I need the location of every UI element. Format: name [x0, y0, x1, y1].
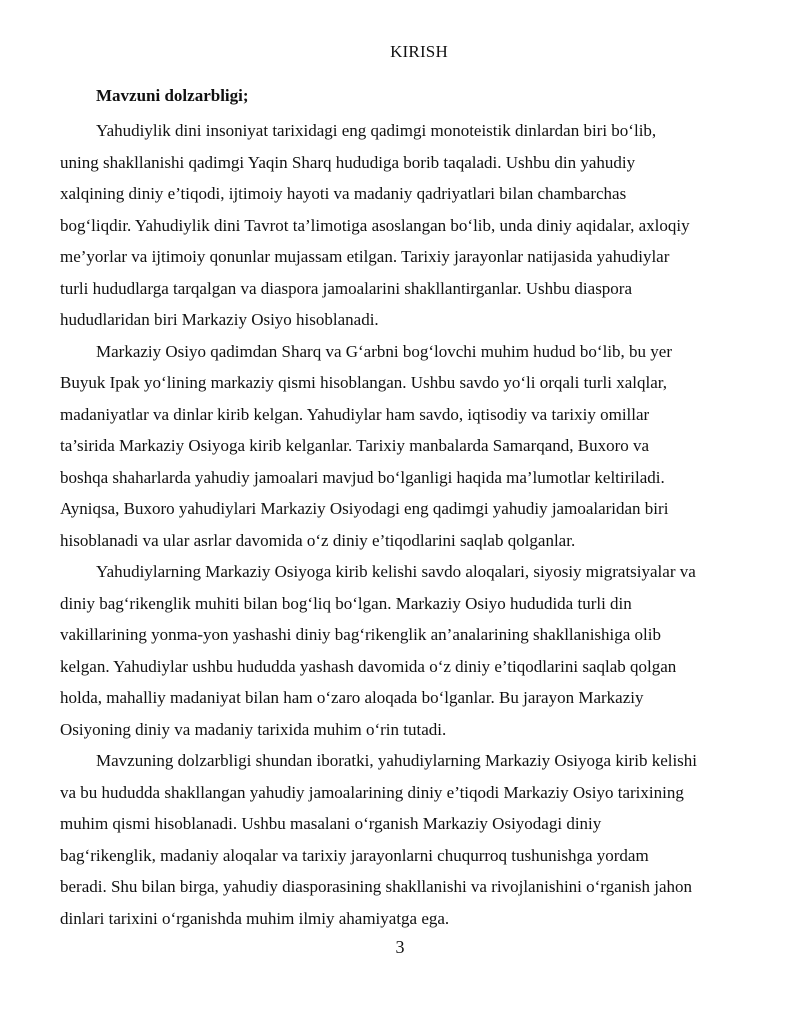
text-line: Mavzuning dolzarbligi shundan iboratki, yahudiylarning Markaziy Osiyoga kirib kelishi [96, 751, 698, 770]
text-line: madaniyatlar va dinlar kirib kelgan. Yahudiylar ham savdo, iqtisodiy va tarixiy omillar [60, 404, 650, 424]
text-line: turli hududlarga tarqalgan va diaspora jamoalarini shakllantirganlar. Ushbu diaspora [60, 278, 633, 298]
text-line: holda, mahalliy madaniyat bilan ham o‘zaro aloqada bo‘lganlar. Bu jarayon Markaziy [60, 688, 644, 707]
text-line: Markaziy Osiyo qadimdan Sharq va G‘arbni bog‘lovchi muhim hudud bo‘lib, bu yer [96, 341, 672, 361]
body-text [60, 115, 750, 934]
text-line: uning shakllanishi qadimgi Yaqin Sharq hududiga borib taqaladi. Ushbu din yahudiy [60, 152, 636, 172]
text-line: muhim qismi hisoblanadi. Ushbu masalani o‘rganish Markaziy Osiyodagi diniy [60, 814, 602, 833]
page-title: KIRISH [390, 42, 448, 61]
text-line: dinlari tarixini o‘rganishda muhim ilmiy ahamiyatga ega. [60, 908, 450, 928]
text-line: beradi. Shu bilan birga, yahudiy diasporasining shakllanishi va rivojlanishini o‘rganish jahon [60, 877, 693, 896]
text-line: Yahudiylarning Markaziy Osiyoga kirib kelishi savdo aloqalari, siyosiy migratsiyalar va [96, 562, 696, 581]
text-line: bog‘liqdir. Yahudiylik dini Tavrot ta’limotiga asoslangan bo‘lib, unda diniy aqidalar, axloqiy [60, 215, 690, 235]
text-line: va bu hududda shakllangan yahudiy jamoalarining diniy e’tiqodi Markaziy Osiyo tarixining [60, 782, 684, 802]
text-line: boshqa shaharlarda yahudiy jamoalari mavjud bo‘lganligi haqida ma’lumotlar keltiriladi. [60, 467, 665, 487]
text-line: Osiyoning diniy va madaniy tarixida muhim o‘rin tutadi. [60, 719, 447, 739]
text-line: hisoblanadi va ular asrlar davomida o‘z diniy e’tiqodlarini saqlab qolganlar. [60, 530, 576, 550]
text-line: kelgan. Yahudiylar ushbu hududda yashash davomida o‘z diniy e’tiqodlarini saqlab qolgan [60, 656, 677, 676]
text-line: Yahudiylik dini insoniyat tarixidagi eng qadimgi monoteistik dinlardan biri bo‘lib, [96, 121, 657, 140]
text-line: me’yorlar va ijtimoiy qonunlar mujassam etilgan. Tarixiy jarayonlar natijasida yahudiylar [60, 247, 670, 266]
text-line: Ayniqsa, Buxoro yahudiylari Markaziy Osiyodagi eng qadimgi yahudiy jamoalaridan biri [60, 499, 669, 518]
text-line: diniy bag‘rikenglik muhiti bilan bog‘liq bo‘lgan. Markaziy Osiyo hududida turli din [60, 593, 632, 613]
section-heading: Mavzuni dolzarbligi; [96, 86, 249, 105]
text-line: xalqining diniy e’tiqodi, ijtimoiy hayoti va madaniy qadriyatlari bilan chambarchas [60, 184, 627, 203]
page-number: 3 [395, 937, 405, 957]
text-line: bag‘rikenglik, madaniy aloqalar va tarixiy jarayonlarni chuqurroq tushunishga yordam [60, 845, 649, 865]
text-line: ta’sirida Markaziy Osiyoga kirib kelganlar. Tarixiy manbalarda Samarqand, Buxoro va [60, 436, 650, 455]
text-line: vakillarining yonma-yon yashashi diniy bag‘rikenglik an’analarining shakllanishiga olib [60, 625, 662, 644]
text-line: Buyuk Ipak yo‘lining markaziy qismi hisoblangan. Ushbu savdo yo‘li orqali turli xalqlar, [60, 373, 667, 392]
text-line: hududlaridan biri Markaziy Osiyo hisoblanadi. [60, 310, 379, 329]
